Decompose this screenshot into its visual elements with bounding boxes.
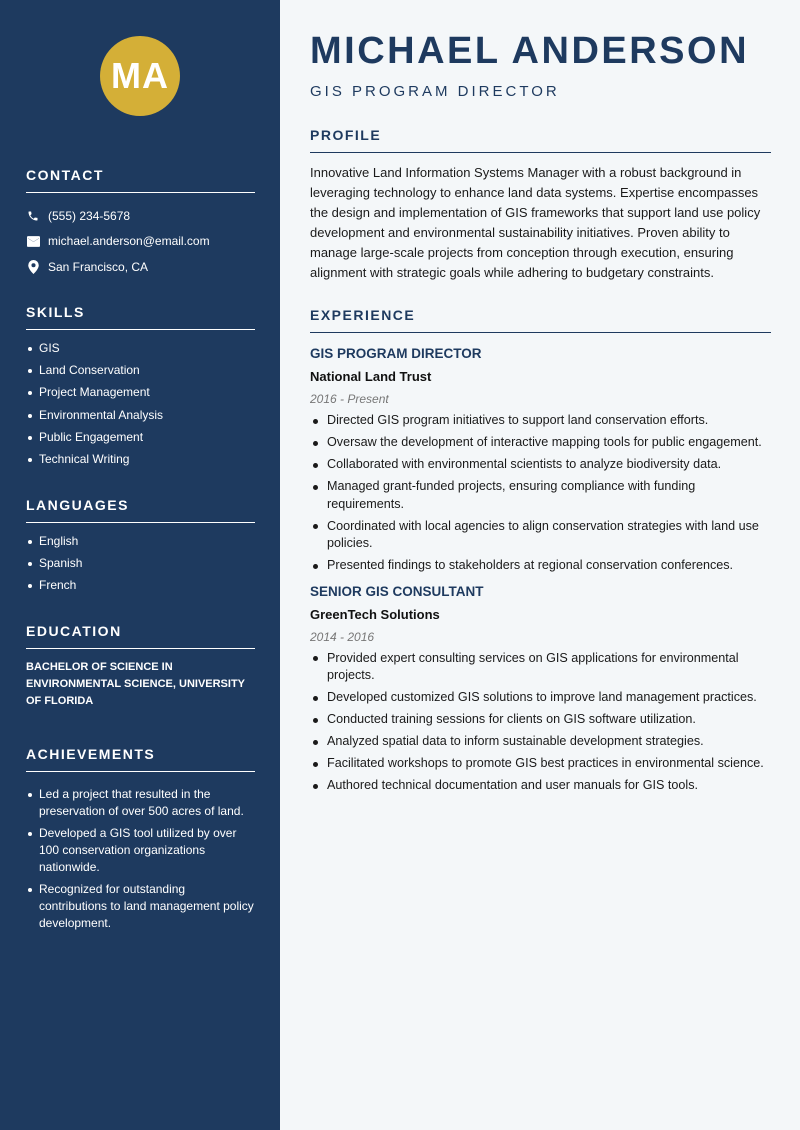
contact-location [26,254,255,280]
contact-email [26,229,255,255]
job-title: SENIOR GIS CONSULTANT [310,583,484,599]
skill-item: Project Management [26,384,255,401]
job-dates: 2016 - Present [310,392,389,406]
skill-item: GIS [26,340,255,357]
avatar: MA [100,36,180,116]
job-bullet: Analyzed spatial data to inform sustainable development strategies. [310,733,771,751]
phone-text[interactable]: (555) 234-5678 [48,208,131,223]
job-company: National Land Trust [310,369,432,384]
job-bullet: Provided expert consulting services on GIS applications for environmental projects. [310,650,771,685]
phone-icon [26,209,40,223]
profile-section [310,127,771,283]
skill-item: Technical Writing [26,451,255,468]
job-bullet: Presented findings to stakeholders at regional conservation conferences. [310,557,771,575]
contact-section [26,167,255,280]
job-entry [310,344,771,575]
languages-heading: LANGUAGES [26,497,255,523]
skills-heading: SKILLS [26,304,255,330]
candidate-name: MICHAEL ANDERSON [310,30,750,72]
job-bullets [310,412,771,575]
achievement-item: Led a project that resulted in the preservation of over 500 acres of land. [26,786,255,820]
mail-icon [26,234,40,248]
achievement-item: Developed a GIS tool utilized by over 100 conservation organizations nationwide. [26,825,255,876]
skill-item: Land Conservation [26,362,255,379]
email-text[interactable]: michael.anderson@email.com [48,234,210,249]
job-company: GreenTech Solutions [310,606,440,622]
job-bullet: Conducted training sessions for clients on GIS software utilization. [310,711,771,729]
language-item: French [26,577,255,594]
job-bullet: Facilitated workshops to promote GIS best practices in environmental science. [310,755,771,773]
skill-item: Public Engagement [26,429,255,446]
education-section [26,623,255,710]
job-bullet: Directed GIS program initiatives to support land conservation efforts. [310,412,771,430]
job-entry [310,582,771,795]
experience-heading: EXPERIENCE [310,307,771,333]
contact-heading: CONTACT [26,167,255,193]
languages-section [26,497,255,600]
profile-text: Innovative Land Information Systems Manager with a robust background in leveraging technology to enhance land data systems. Expertise encompasses the design and implementation of GIS frameworks that support land use policy development and environmental sustainability initiatives. Proven ability to manage large-scale projects from conception through execution, ensuring alignment with strategic goals while adhering to budgetary constraints. [310,165,761,280]
location-pin-icon [26,260,40,274]
experience-section [310,307,771,799]
language-item: Spanish [26,555,255,572]
job-title: GIS PROGRAM DIRECTOR [310,346,482,361]
achievements-list [26,786,255,932]
skill-item: Environmental Analysis [26,407,255,424]
contact-phone [26,203,255,229]
education-heading: EDUCATION [26,623,255,649]
sidebar [0,0,280,1130]
job-bullet: Oversaw the development of interactive mapping tools for public engagement. [310,434,771,452]
job-bullet: Authored technical documentation and user manuals for GIS tools. [310,777,771,795]
job-bullet: Developed customized GIS solutions to improve land management practices. [310,689,771,707]
achievements-heading: ACHIEVEMENTS [26,746,255,772]
job-bullet: Managed grant-funded projects, ensuring compliance with funding requirements. [310,478,771,513]
job-bullet: Coordinated with local agencies to align conservation strategies with land use policies. [310,518,771,553]
education-degree: BACHELOR OF SCIENCE IN ENVIRONMENTAL SCIENCE, UNIVERSITY OF FLORIDA [26,661,245,707]
language-item: English [26,533,255,550]
achievement-item: Recognized for outstanding contributions to land management policy development. [26,881,255,932]
job-bullets [310,650,771,795]
skills-section [26,304,255,473]
job-bullet: Collaborated with environmental scientists to analyze biodiversity data. [310,456,771,474]
achievements-section [26,746,255,937]
job-dates: 2014 - 2016 [310,629,375,644]
location-text: San Francisco, CA [48,259,149,274]
profile-heading: PROFILE [310,127,771,153]
skills-list [26,340,255,468]
candidate-title: GIS PROGRAM DIRECTOR [310,83,560,100]
languages-list [26,533,255,594]
